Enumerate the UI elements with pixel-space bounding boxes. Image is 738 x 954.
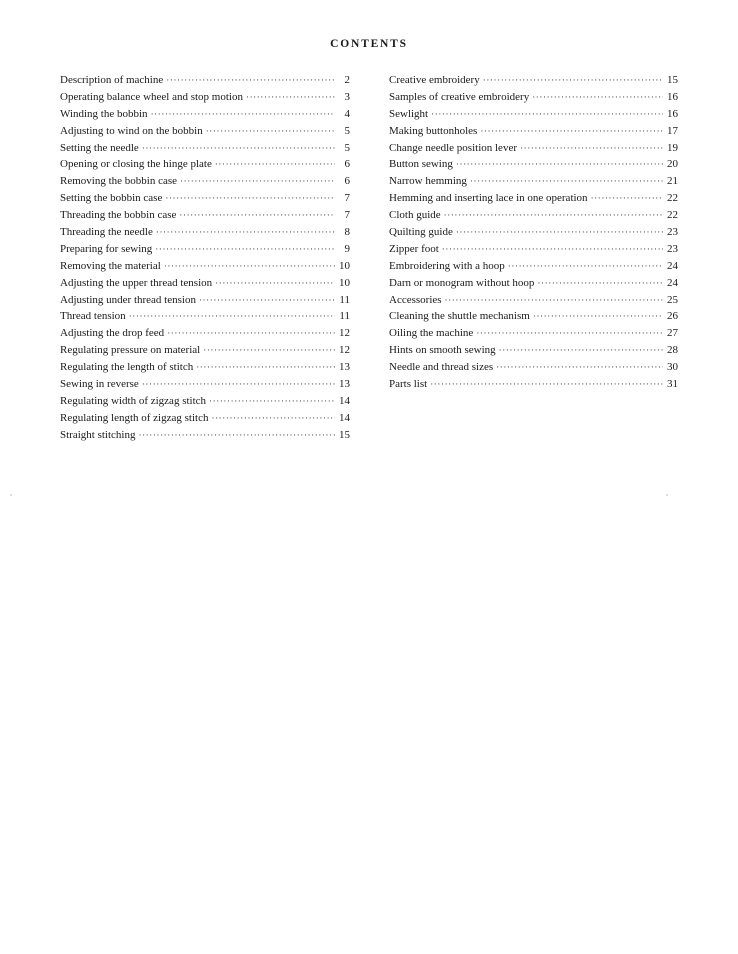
toc-entry-label: Oiling the machine <box>389 327 474 340</box>
toc-entry <box>60 325 350 342</box>
toc-entry-page-number: 8 <box>344 226 350 239</box>
dot-leader <box>520 140 663 157</box>
toc-entry <box>60 258 350 275</box>
toc-entry-page-number: 7 <box>344 192 350 205</box>
toc-entry-label: Adjusting the drop feed <box>60 327 165 340</box>
toc-right-column <box>389 72 678 393</box>
toc-entry-page-number: 11 <box>339 293 350 306</box>
toc-entry <box>60 292 350 309</box>
toc-entry <box>389 89 678 106</box>
toc-entry-label: Adjusting the upper thread tension <box>60 276 213 289</box>
toc-entry-label: Removing the bobbin case <box>60 175 178 188</box>
toc-entry-page-number: 20 <box>667 158 678 171</box>
toc-entry-label: Parts list <box>389 378 428 391</box>
dot-leader <box>215 275 335 292</box>
dot-leader <box>537 275 663 292</box>
toc-entry-page-number: 23 <box>667 226 678 239</box>
toc-entry-page-number: 16 <box>667 107 678 120</box>
dot-leader <box>151 106 335 123</box>
toc-entry-label: Sewing in reverse <box>60 378 139 391</box>
toc-entry-label: Zipper foot <box>389 242 439 255</box>
dot-leader <box>203 342 335 359</box>
toc-entry-label: Straight stitching <box>60 428 136 441</box>
toc-entry <box>389 190 678 207</box>
toc-entry-page-number: 15 <box>339 428 350 441</box>
toc-entry-page-number: 17 <box>667 124 678 137</box>
toc-entry-label: Darn or monogram without hoop <box>389 276 535 289</box>
toc-entry-page-number: 24 <box>667 259 678 272</box>
dot-leader <box>142 376 335 393</box>
toc-entry-page-number: 28 <box>667 344 678 357</box>
toc-entry <box>389 308 678 325</box>
toc-entry-page-number: 5 <box>344 124 350 137</box>
toc-entry <box>60 275 350 292</box>
toc-entry-label: Needle and thread sizes <box>389 361 494 374</box>
toc-entry <box>60 89 350 106</box>
toc-entry <box>60 376 350 393</box>
dot-leader <box>209 393 335 410</box>
toc-entry-page-number: 22 <box>667 209 678 222</box>
toc-entry-page-number: 19 <box>667 141 678 154</box>
dot-leader <box>480 123 663 140</box>
toc-entry-page-number: 10 <box>339 276 350 289</box>
toc-entry <box>60 106 350 123</box>
page-title: CONTENTS <box>330 38 408 50</box>
toc-entry <box>60 207 350 224</box>
toc-entry-label: Threading the needle <box>60 226 153 239</box>
toc-entry-page-number: 15 <box>667 74 678 86</box>
toc-entry <box>60 224 350 241</box>
toc-entry-label: Embroidering with a hoop <box>389 259 505 272</box>
dot-leader <box>156 224 335 241</box>
toc-entry-page-number: 31 <box>667 378 678 391</box>
toc-entry-label: Setting the needle <box>60 141 139 154</box>
toc-entry-label: Creative embroidery <box>389 74 480 86</box>
toc-entry <box>389 376 678 393</box>
toc-entry-label: Regulating width of zigzag stitch <box>60 394 207 407</box>
toc-entry <box>389 207 678 224</box>
toc-entry-label: Cloth guide <box>389 209 441 222</box>
toc-entry-label: Threading the bobbin case <box>60 209 177 222</box>
dot-leader <box>215 156 335 173</box>
dot-leader <box>496 359 663 376</box>
toc-entry-label: Quilting guide <box>389 226 453 239</box>
toc-entry <box>60 427 350 444</box>
dot-leader <box>533 308 663 325</box>
toc-left-column <box>60 72 350 444</box>
toc-entry-page-number: 16 <box>667 90 678 103</box>
dot-leader <box>166 72 335 89</box>
dot-leader <box>591 190 663 207</box>
dot-leader <box>431 106 663 123</box>
dot-leader <box>199 292 335 309</box>
dot-leader <box>470 173 663 190</box>
toc-entry-label: Description of machine <box>60 74 164 86</box>
toc-entry-page-number: 23 <box>667 242 678 255</box>
toc-entry-label: Opening or closing the hinge plate <box>60 158 212 171</box>
toc-entry-page-number: 25 <box>667 293 678 306</box>
scan-speck <box>666 494 668 496</box>
toc-entry <box>60 241 350 258</box>
toc-entry <box>389 325 678 342</box>
toc-entry <box>389 292 678 309</box>
toc-entry <box>389 156 678 173</box>
toc-entry-label: Thread tension <box>60 310 126 323</box>
toc-entry-label: Narrow hemming <box>389 175 467 188</box>
dot-leader <box>138 427 335 444</box>
toc-entry-label: Operating balance wheel and stop motion <box>60 90 243 103</box>
toc-entry-label: Setting the bobbin case <box>60 192 163 205</box>
dot-leader <box>445 292 663 309</box>
dot-leader <box>129 308 335 325</box>
toc-entry-page-number: 9 <box>344 242 350 255</box>
toc-entry <box>389 72 678 89</box>
dot-leader <box>499 342 663 359</box>
toc-entry-page-number: 11 <box>339 310 350 323</box>
toc-entry-page-number: 2 <box>344 74 350 86</box>
toc-entry <box>389 258 678 275</box>
toc-entry-label: Preparing for sewing <box>60 242 153 255</box>
dot-leader <box>142 140 335 157</box>
toc-entry <box>389 241 678 258</box>
toc-entry-page-number: 7 <box>344 209 350 222</box>
toc-entry-label: Cleaning the shuttle mechanism <box>389 310 530 323</box>
toc-entry-label: Regulating length of zigzag stitch <box>60 411 209 424</box>
toc-entry-page-number: 6 <box>344 158 350 171</box>
toc-entry-page-number: 27 <box>667 327 678 340</box>
toc-entry <box>389 342 678 359</box>
toc-entry-page-number: 13 <box>339 361 350 374</box>
toc-entry <box>389 123 678 140</box>
toc-entry-page-number: 26 <box>667 310 678 323</box>
toc-entry-label: Accessories <box>389 293 442 306</box>
dot-leader <box>206 123 335 140</box>
toc-entry <box>60 156 350 173</box>
toc-entry-page-number: 10 <box>339 259 350 272</box>
dot-leader <box>442 241 663 258</box>
scan-speck <box>10 494 12 496</box>
toc-entry-page-number: 14 <box>339 394 350 407</box>
toc-entry-page-number: 13 <box>339 378 350 391</box>
toc-entry-label: Hints on smooth sewing <box>389 344 496 357</box>
toc-entry-label: Hemming and inserting lace in one operation <box>389 192 588 205</box>
toc-entry-label: Removing the material <box>60 259 161 272</box>
toc-entry-page-number: 5 <box>344 141 350 154</box>
dot-leader <box>165 190 335 207</box>
dot-leader <box>476 325 663 342</box>
toc-entry-page-number: 12 <box>339 327 350 340</box>
toc-entry-page-number: 24 <box>667 276 678 289</box>
toc-entry <box>60 359 350 376</box>
toc-entry <box>60 342 350 359</box>
toc-entry <box>389 106 678 123</box>
toc-entry <box>60 140 350 157</box>
dot-leader <box>483 72 663 89</box>
dot-leader <box>211 410 335 427</box>
toc-entry-page-number: 3 <box>344 90 350 103</box>
dot-leader <box>532 89 663 106</box>
toc-entry <box>389 275 678 292</box>
toc-entry-page-number: 12 <box>339 344 350 357</box>
dot-leader <box>456 224 663 241</box>
toc-entry-label: Sewlight <box>389 107 429 120</box>
toc-entry-page-number: 21 <box>667 175 678 188</box>
toc-entry <box>60 173 350 190</box>
toc-entry <box>389 140 678 157</box>
toc-entry-page-number: 6 <box>344 175 350 188</box>
toc-entry-label: Regulating pressure on material <box>60 344 201 357</box>
dot-leader <box>179 207 335 224</box>
toc-entry-label: Samples of creative embroidery <box>389 90 530 103</box>
toc-entry-label: Adjusting under thread tension <box>60 293 196 306</box>
toc-entry <box>60 190 350 207</box>
toc-entry <box>60 123 350 140</box>
dot-leader <box>430 376 663 393</box>
dot-leader <box>196 359 335 376</box>
dot-leader <box>246 89 335 106</box>
toc-entry <box>389 359 678 376</box>
toc-entry <box>389 224 678 241</box>
toc-entry <box>389 173 678 190</box>
dot-leader <box>164 258 335 275</box>
toc-entry-label: Making buttonholes <box>389 124 478 137</box>
toc-entry-label: Winding the bobbin <box>60 107 148 120</box>
toc-entry-page-number: 30 <box>667 361 678 374</box>
dot-leader <box>508 258 663 275</box>
toc-entry <box>60 308 350 325</box>
toc-entry-label: Regulating the length of stitch <box>60 361 194 374</box>
toc-entry-page-number: 4 <box>344 107 350 120</box>
dot-leader <box>180 173 335 190</box>
toc-entry-page-number: 14 <box>339 411 350 424</box>
toc-entry-label: Change needle position lever <box>389 141 517 154</box>
toc-entry <box>60 410 350 427</box>
dot-leader <box>456 156 663 173</box>
toc-entry-page-number: 22 <box>667 192 678 205</box>
dot-leader <box>167 325 335 342</box>
toc-entry-label: Adjusting to wind on the bobbin <box>60 124 203 137</box>
toc-entry <box>60 393 350 410</box>
dot-leader <box>444 207 663 224</box>
toc-entry-label: Button sewing <box>389 158 453 171</box>
dot-leader <box>155 241 335 258</box>
toc-entry <box>60 72 350 89</box>
